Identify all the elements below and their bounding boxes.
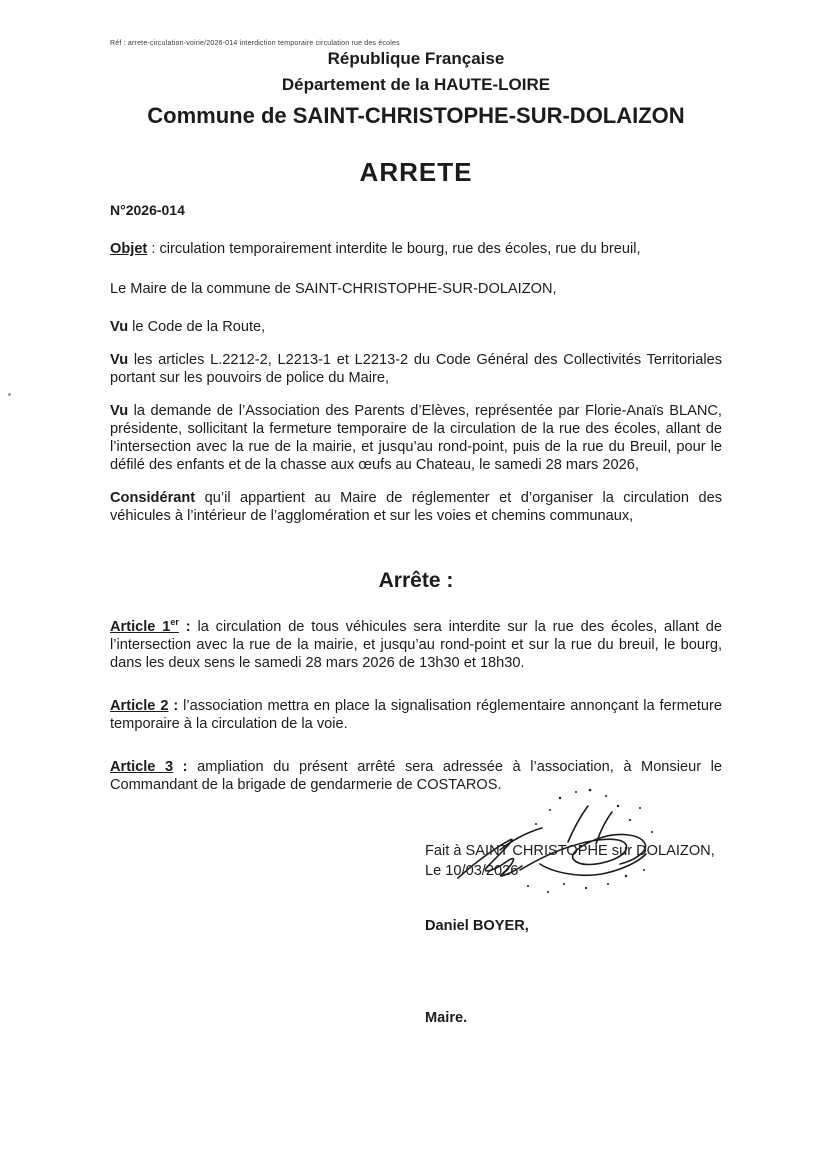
recital-vu-1 — [110, 318, 722, 336]
article-separator: : — [173, 758, 198, 775]
header-commune: Commune de SAINT-CHRISTOPHE-SUR-DOLAIZON — [147, 103, 685, 128]
recital-label: Vu — [110, 402, 129, 419]
document-content — [110, 0, 722, 1029]
article-separator: : — [168, 697, 184, 714]
header-republic: République Française — [327, 49, 505, 68]
article-1-superscript: er — [170, 616, 179, 627]
recital-vu-2 — [110, 351, 722, 387]
article-2 — [110, 696, 722, 733]
article-2-label: Article 2 — [110, 697, 169, 714]
recital-text: qu’il appartient au Maire de réglementer et d’organiser la circulation des véhicules à l’intérieur de l’agglomération et sur les voies et chemins communaux, — [110, 489, 722, 524]
reference-line: Réf : arrete-circulation-voirie/2026-014 interdiction temporaire circulation rue des écoles — [110, 40, 400, 47]
recital-text: le Code de la Route, — [128, 319, 266, 336]
signature-place-line: Fait à SAINT CHRISTOPHE sur DOLAIZON, — [425, 843, 715, 860]
objet-paragraph — [110, 240, 722, 258]
scan-artifact-dot — [8, 393, 11, 396]
intro-paragraph: Le Maire de la commune de SAINT-CHRISTOPHE-SUR-DOLAIZON, — [110, 281, 557, 298]
article-2-text: l’association mettra en place la signalisation réglementaire annonçant la fermeture temporaire à la circulation de la voie. — [110, 697, 722, 732]
article-3 — [110, 757, 722, 794]
document-number: N°2026-014 — [110, 202, 185, 218]
article-1-label: Article 1er — [110, 616, 179, 635]
objet-label: Objet — [110, 241, 148, 257]
header-department: Département de la HAUTE-LOIRE — [281, 75, 551, 94]
recital-vu-3 — [110, 402, 722, 474]
recital-label: Vu — [110, 351, 129, 368]
signer-title: Maire. — [425, 1010, 468, 1027]
article-separator: : — [178, 618, 198, 635]
decree-heading: Arrête : — [378, 568, 454, 592]
signature-block — [425, 842, 722, 1029]
recital-text: les articles L.2212-2, L2213-1 et L2213-2 du Code Général des Collectivités Territoriales portant sur les pouvoirs de police du Maire, — [110, 351, 722, 386]
signer-name: Daniel BOYER, — [425, 918, 529, 935]
recitals — [110, 318, 722, 525]
recital-text: la demande de l’Association des Parents d’Elèves, représentée par Florie-Anaïs BLANC, présidente, sollicitant la fermeture temporaire de la circulation de la rue des écoles, allant de l’intersection avec la rue de la mairie, et jusqu’au rond-point, puis de la rue du Breuil, pour le défilé des enfants et de la chasse aux œufs au Chateau, le samedi 28 mars 2026, — [110, 402, 722, 473]
recital-considerant — [110, 489, 722, 525]
recital-label: Considérant — [110, 489, 196, 506]
signature-date-line: Le 10/03/2026 — [425, 862, 519, 879]
document-title: ARRETE — [359, 157, 473, 187]
article-3-text: ampliation du présent arrêté sera adressée à l’association, à Monsieur le Commandant de la brigade de gendarmerie de COSTAROS. — [110, 758, 722, 793]
objet-text: : circulation temporairement interdite le bourg, rue des écoles, rue du breuil, — [147, 241, 641, 257]
article-3-label: Article 3 — [110, 758, 174, 775]
recital-label: Vu — [110, 319, 129, 336]
article-1-text: la circulation de tous véhicules sera interdite sur la rue des écoles, allant de l’intersection avec la rue de la mairie, et jusqu’au rond-point et sur la rue du breuil, le bourg, dans les deux sens le samedi 28 mars 2026 de 13h30 et 18h30. — [110, 618, 722, 671]
article-1 — [110, 617, 722, 672]
